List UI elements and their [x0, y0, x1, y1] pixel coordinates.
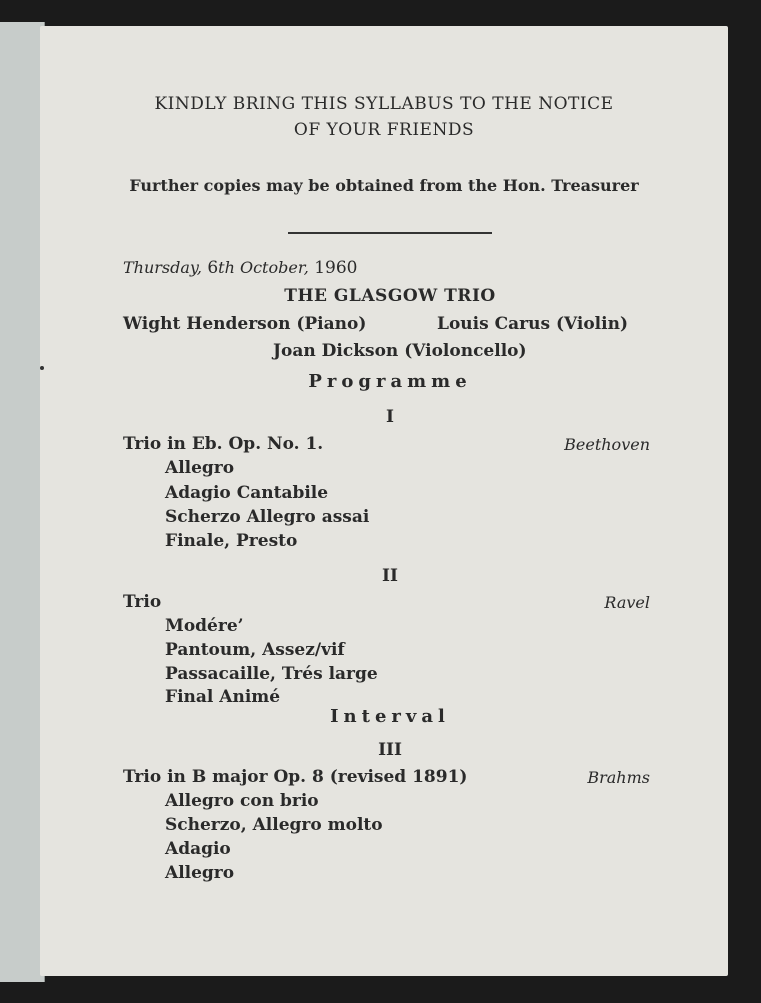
player-cello: Joan Dickson (Violoncello): [273, 341, 527, 361]
movement: Modére’: [165, 616, 244, 636]
divider-rule: [288, 232, 492, 234]
notice-line-2: OF YOUR FRIENDS: [293, 120, 475, 140]
movement: Finale, Presto: [165, 531, 298, 551]
copies-note: Further copies may be obtained from the Hon. Treasurer: [129, 176, 639, 195]
player-violin: Louis Carus (Violin): [437, 314, 629, 334]
composer-name: Beethoven: [564, 435, 650, 454]
movement: Pantoum, Assez/vif: [165, 640, 345, 660]
work-title: Trio: [123, 592, 162, 612]
movement: Adagio Cantabile: [165, 483, 329, 503]
notice-line-1: KINDLY BRING THIS SYLLABUS TO THE NOTICE: [154, 94, 614, 114]
previous-page-edge: [0, 22, 45, 982]
section-numeral: III: [378, 740, 402, 760]
syllabus-page: [40, 26, 728, 976]
composer-name: Brahms: [587, 768, 650, 787]
movement: Adagio: [165, 839, 231, 859]
movement: Allegro: [165, 458, 235, 478]
concert-date: Thursday, 6th October, 1960: [123, 258, 358, 278]
movement: Allegro: [165, 863, 235, 883]
player-piano: Wight Henderson (Piano): [123, 314, 367, 334]
work-title: Trio in B major Op. 8 (revised 1891): [123, 767, 468, 787]
movement: Scherzo, Allegro molto: [165, 815, 383, 835]
movement: Allegro con brio: [165, 791, 319, 811]
movement: Final Animé: [165, 687, 281, 707]
work-title: Trio in Eb. Op. No. 1.: [123, 434, 324, 454]
page-mark: [40, 366, 44, 370]
programme-heading: Programme: [308, 371, 472, 392]
movement: Passacaille, Trés large: [165, 664, 378, 684]
composer-name: Ravel: [604, 593, 650, 612]
section-numeral: II: [382, 566, 398, 586]
section-numeral: I: [386, 407, 394, 427]
ensemble-name: THE GLASGOW TRIO: [284, 286, 496, 306]
movement: Scherzo Allegro assai: [165, 507, 370, 527]
interval-heading: Interval: [330, 706, 450, 727]
